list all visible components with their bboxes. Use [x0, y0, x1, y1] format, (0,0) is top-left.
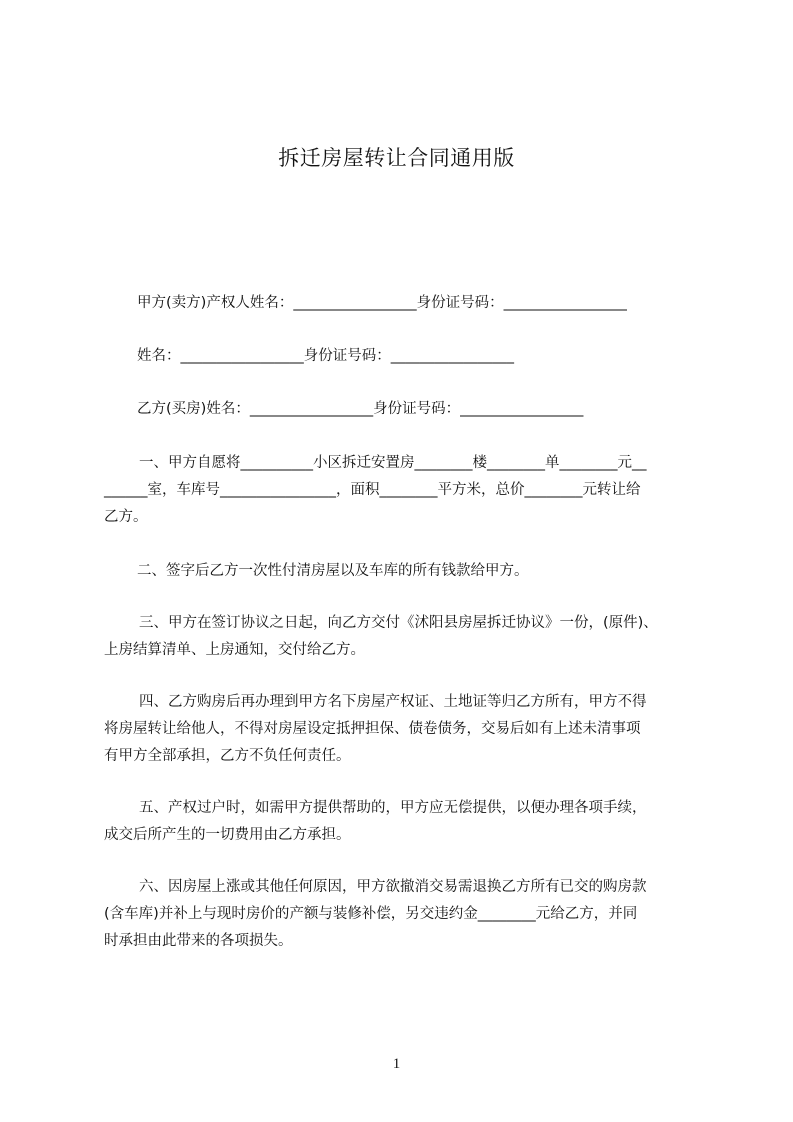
party-a-seller-line: 甲方(卖方)产权人姓名：_________________身份证号码：_________________ [137, 295, 627, 311]
clause-4-line-1: 四、乙方购房后再办理到甲方名下房屋产权证、土地证等归乙方所有，甲方不得 [139, 694, 647, 710]
clause-2-line-1: 二、签字后乙方一次性付清房屋以及车库的所有钱款给甲方。 [137, 563, 529, 579]
clause-6-line-3: 时承担由此带来的各项损失。 [104, 933, 293, 949]
document-title: 拆迁房屋转让合同通用版 [278, 146, 515, 170]
clause-5-line-2: 成交后所产生的一切费用由乙方承担。 [104, 827, 351, 843]
clause-3-line-2: 上房结算清单、上房通知，交付给乙方。 [104, 642, 365, 658]
clause-3-line-1: 三、甲方在签订协议之日起，向乙方交付《沭阳县房屋拆迁协议》一份，(原件)、 [139, 615, 658, 631]
clause-1-line-2: ______室，车库号________________，面积________平方米，总价________元转让给 [104, 482, 641, 498]
clause-1-line-1: 一、甲方自愿将__________小区拆迁安置房________楼________单________元__ [139, 455, 647, 471]
page-number: 1 [392, 1056, 401, 1072]
clause-5-line-1: 五、产权过户时，如需甲方提供帮助的，甲方应无偿提供，以便办理各项手续， [139, 800, 647, 816]
party-a-co-owner-line: 姓名：_________________身份证号码：_________________ [137, 348, 514, 364]
clause-6-line-2: (含车库)并补上与现时房价的产额与装修补偿，另交违约金________元给乙方，并同 [104, 906, 638, 922]
clause-4-line-2: 将房屋转让给他人，不得对房屋设定抵押担保、债卷债务，交易后如有上述未清事项 [104, 721, 641, 737]
party-b-buyer-line: 乙方(买房)姓名：_________________身份证号码：_________________ [137, 401, 584, 417]
clause-1-line-3: 乙方。 [104, 509, 148, 525]
clause-4-line-3: 有甲方全部承担，乙方不负任何责任。 [104, 748, 351, 764]
clause-6-line-1: 六、因房屋上涨或其他任何原因，甲方欲撤消交易需退换乙方所有已交的购房款 [139, 879, 647, 895]
